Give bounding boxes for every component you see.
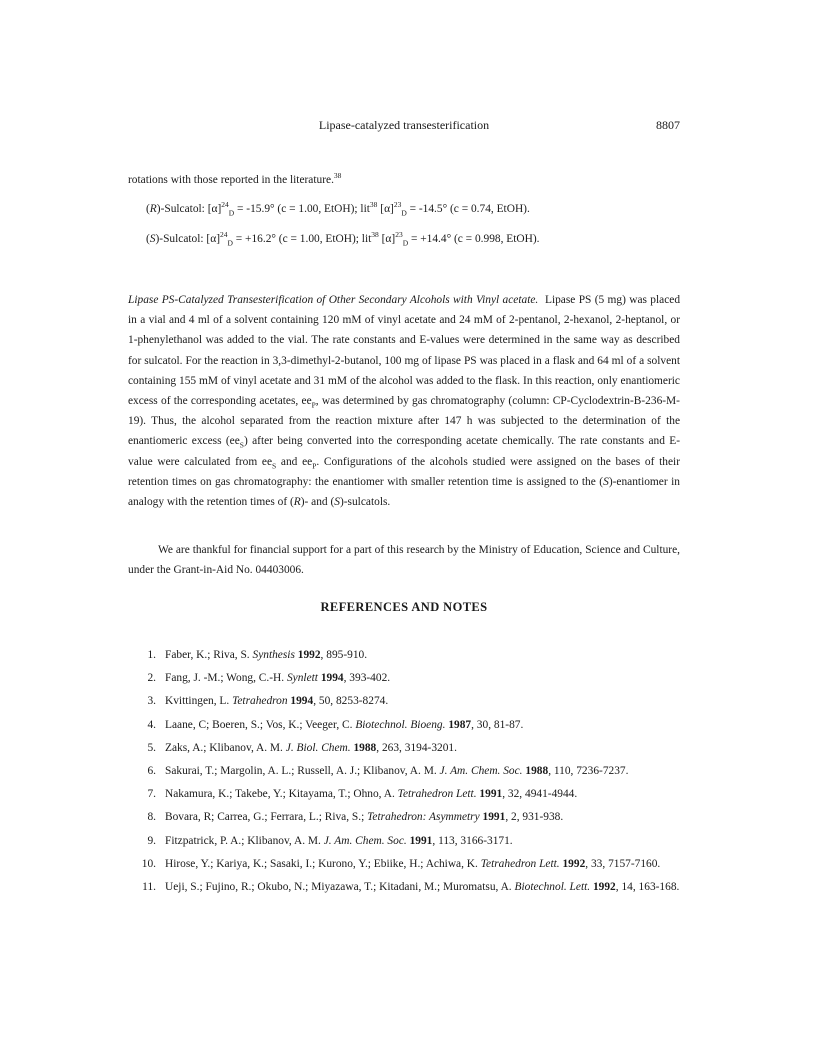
- reference-text: Sakurai, T.; Margolin, A. L.; Russell, A. J.; Klibanov, A. M. J. Am. Chem. Soc. 1988, 110, 7236-7237.: [165, 764, 629, 777]
- reference-item: [128, 762, 680, 780]
- reference-number: 11.: [142, 880, 156, 893]
- publication-year: 1987: [445, 718, 472, 731]
- reference-number: 6.: [147, 764, 156, 777]
- reference-item: [128, 832, 680, 850]
- paragraph-title: Lipase PS-Catalyzed Transesterification of Other Secondary Alcohols with Vinyl acetate.: [128, 294, 539, 306]
- reference-number: 1.: [147, 649, 156, 661]
- journal-name: J. Biol. Chem.: [285, 741, 351, 754]
- acknowledgement-paragraph: We are thankful for financial support for a part of this research by the Ministry of Education, Science and Culture, under the Grant-in-Aid No. 04403006.: [128, 544, 680, 577]
- reference-item: [128, 878, 680, 896]
- reference-text: Laane, C; Boeren, S.; Vos, K.; Veeger, C. Biotechnol. Bioeng. 1987, 30, 81-87.: [165, 718, 524, 731]
- reference-item: [128, 855, 680, 873]
- reference-item: [128, 646, 680, 664]
- publication-year: 1992: [294, 649, 321, 661]
- publication-year: 1988: [522, 764, 549, 777]
- page-number: 8807: [656, 118, 680, 132]
- reference-text: Nakamura, K.; Takebe, Y.; Kitayama, T.; Ohno, A. Tetrahedron Lett. 1991, 32, 4941-4944.: [165, 788, 578, 801]
- reference-text: Kvittingen, L. Tetrahedron 1994, 50, 8253-8274.: [165, 695, 389, 708]
- reference-item: [128, 669, 680, 687]
- reference-text: Zaks, A.; Klibanov, A. M. J. Biol. Chem. 1988, 263, 3194-3201.: [165, 741, 457, 754]
- journal-name: Tetrahedron Lett.: [480, 857, 560, 870]
- journal-name: Biotechnol. Lett.: [514, 880, 591, 893]
- reference-text: Hirose, Y.; Kariya, K.; Sasaki, I.; Kurono, Y.; Ebiike, H.; Achiwa, K. Tetrahedron Lett. 1992, 33, 7157-7160.: [165, 857, 661, 870]
- publication-year: 1991: [479, 811, 506, 824]
- reference-number: 9.: [147, 834, 156, 847]
- publication-year: 1994: [287, 695, 314, 708]
- reference-text: Bovara, R; Carrea, G.; Ferrara, L.; Riva, S.; Tetrahedron: Asymmetry 1991, 2, 931-938.: [165, 811, 564, 824]
- publication-year: 1992: [559, 857, 586, 870]
- references-heading: REFERENCES AND NOTES: [320, 600, 488, 614]
- running-title: Lipase-catalyzed transesterification: [318, 118, 490, 132]
- reference-text: Fitzpatrick, P. A.; Klibanov, A. M. J. Am. Chem. Soc. 1991, 113, 3166-3171.: [165, 834, 513, 847]
- reference-text: Faber, K.; Riva, S. Synthesis 1992, 895-910.: [165, 649, 368, 661]
- rotations-paragraph: [128, 170, 680, 250]
- running-header: [128, 118, 680, 134]
- reference-number: 8.: [147, 811, 156, 824]
- journal-name: Biotechnol. Bioeng.: [355, 718, 446, 731]
- reference-item: [128, 808, 680, 826]
- journal-name: J. Am. Chem. Soc.: [323, 834, 407, 847]
- reference-item: [128, 692, 680, 710]
- lipase-ps-paragraph: Lipase PS-Catalyzed Transesterification of Other Secondary Alcohols with Vinyl acetate. Lipase PS (5 mg) was placed in a vial and 4 ml of a solvent containing 120 mM of vinyl acetate and 24 mM of 2-pentanol, 2-hexanol, 2-heptanol, or 1-phenylethanol was added to the vial. The rate constants and E-values were determined in the same way as described for sulcatol. For the reaction in 3,3-dimethyl-2-butanol, 100 mg of lipase PS was placed in a flask and 64 ml of a solvent containing 155 mM of vinyl acetate and 31 mM of the alcohol was added to the flask. In this reaction, only enantiomeric excess of the corresponding acetates, $ee_P$, was determined by gas chromatography (column: CP-Cyclodextrin-B-236-M-19). Thus, the alcohol separated from the reaction mixture after 147 h was subjected to the determination of the enantiomeric excess $(ee_S)$ after being converted into the corresponding acetate chemically. The rate constants and E-value were calculated from $ee_S$ and $ee_P$. Configurations of the alcohols studied were assigned on the bases of their retention times on gas chromatography: the enantiomer with smaller retention time is assigned to the (S)-enantiomer in analogy with the retention times of (R)- and (S)-sulcatols.: [128, 294, 681, 509]
- journal-name: J. Am. Chem. Soc.: [439, 764, 523, 777]
- publication-year: 1992: [590, 880, 616, 893]
- reference-number: 3.: [147, 695, 156, 708]
- reference-number: 10.: [141, 857, 156, 870]
- reference-text: Fang, J. -M.; Wong, C.-H. Synlett 1994, 393-402.: [165, 672, 391, 685]
- reference-number: 2.: [147, 672, 156, 685]
- s-sulcatol-rotation: (S)-Sulcatol: $[\alpha]^{24}_D = +16.2^\circ$ (c = 1.00, EtOH); lit$^{38}$ $[\alpha]^{23}_D = +14.4^\circ$ (c = 0.998, EtOH).: [146, 230, 540, 248]
- reference-item: [128, 785, 680, 803]
- journal-name: Synlett: [286, 672, 318, 685]
- journal-name: Synthesis: [252, 649, 295, 661]
- r-sulcatol-rotation: (R)-Sulcatol: $[\alpha]^{24}_D = -15.9^\circ$ (c = 1.00, EtOH); lit$^{38}$ $[\alpha]^{23}_D = -14.5^\circ$ (c = 0.74, EtOH).: [146, 200, 530, 218]
- publication-year: 1991: [476, 788, 503, 801]
- reference-number: 4.: [147, 718, 156, 731]
- reference-number: 5.: [147, 741, 156, 754]
- reference-text: Ueji, S.; Fujino, R.; Okubo, N.; Miyazawa, T.; Kitadani, M.; Muromatsu, A. Biotechnol. Lett. 1992, 14, 163-168.: [165, 880, 680, 893]
- reference-number: 7.: [147, 788, 156, 801]
- references-list: [128, 646, 680, 901]
- publication-year: 1991: [406, 834, 433, 847]
- rotations-intro: rotations with those reported in the literature.$^{38}$: [128, 171, 342, 186]
- publication-year: 1994: [317, 672, 344, 685]
- journal-name: Tetrahedron: Asymmetry: [367, 811, 480, 824]
- publication-year: 1988: [350, 741, 377, 754]
- reference-item: [128, 739, 680, 757]
- reference-item: [128, 716, 680, 734]
- journal-name: Tetrahedron Lett.: [397, 788, 477, 801]
- journal-name: Tetrahedron: [232, 695, 288, 708]
